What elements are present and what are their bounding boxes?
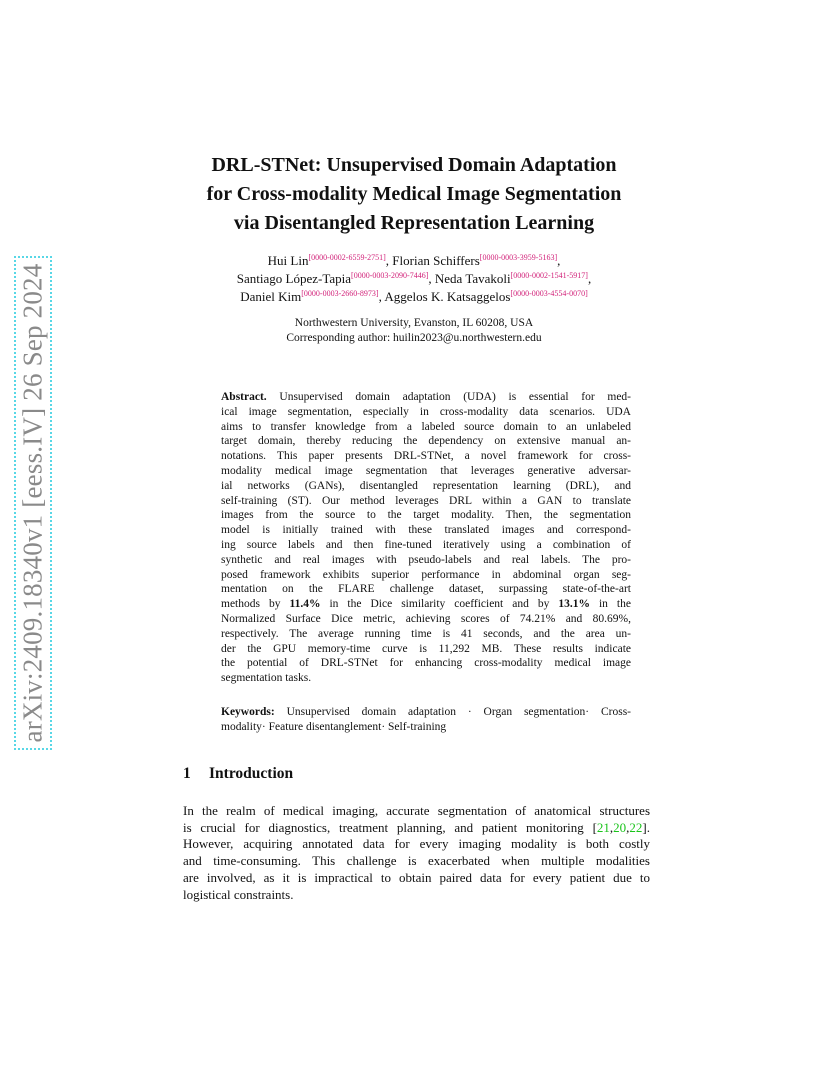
author-list [150,252,678,306]
author-name: Florian Schiffers [392,253,480,268]
abstract-line: images from the source to the target modality. Then, the segmentation [221,509,631,522]
author-name: Neda Tavakoli [434,271,511,286]
corresponding-author: Corresponding author: huilin2023@u.northwestern.edu [286,332,542,344]
title-line: for Cross-modality Medical Image Segmentation [206,183,622,205]
abstract-line: segmentation tasks. [221,672,312,685]
citation-link[interactable]: 22 [629,819,643,835]
abstract-line: respectively. The average running time is 41 seconds, and the area un- [221,627,631,640]
abstract-line: the potential of DRL-STNet for enhancing cross-modality medical image [221,657,631,670]
orcid-link[interactable]: [0000-0003-2660-8973] [301,289,379,298]
affiliation-block [150,316,678,346]
abstract-line: target domain, thereby reducing the dependency on extensive manual an- [221,435,631,448]
abstract-line: mentation on the FLARE challenge dataset, surpassing state-of-the-art [221,583,631,596]
body-line: is crucial for diagnostics, treatment planning, and patient monitoring [21,20,22]. [183,819,650,835]
abstract-line: self-training (ST). Our method leverages DRL within a GAN to translate [221,494,631,507]
abstract [221,390,631,686]
body-line: logistical constraints. [183,886,294,902]
keywords-line: modality· Feature disentanglement· Self-training [221,721,447,733]
author-name: Daniel Kim [240,289,302,304]
abstract-line: posed framework exhibits superior performance in abdominal organ seg- [221,568,631,581]
body-line: In the realm of medical imaging, accurate segmentation of anatomical structures [183,803,650,818]
body-line: However, acquiring annotated data for every imaging modality is both costly [183,836,650,852]
abstract-line: model is initially trained with these translated images and correspond- [221,524,631,537]
citation-link[interactable]: 21 [596,819,610,835]
orcid-link[interactable]: [0000-0003-2090-7446] [351,271,429,280]
arxiv-stamp[interactable]: arXiv:2409.18340v1 [eess.IV] 26 Sep 2024 [17,263,48,743]
body-line: are involved, as it is impractical to obtain paired data for every patient due to [183,869,650,885]
body-line: and time-consuming. This challenge is exacerbated when multiple modalities [183,853,650,869]
orcid-link[interactable]: [0000-0002-6559-2751] [308,253,386,262]
abstract-line: Abstract. Unsupervised domain adaptation (UDA) is essential for med- [221,391,632,403]
section-body [183,803,650,903]
orcid-link[interactable]: [0000-0003-4554-0070] [510,289,588,298]
abstract-line: notations. This paper presents DRL-STNet, a novel framework for cross- [221,450,631,463]
abstract-label: Abstract. [221,391,267,403]
dice-improvement: 11.4% [289,598,321,611]
abstract-line: ial networks (GANs), disentangled representation learning (DRL), and [221,479,631,492]
section-heading [183,764,293,784]
abstract-line: der the GPU memory-time curve is 11,292 MB. These results indicate [221,642,631,655]
orcid-link[interactable]: [0000-0002-1541-5917] [510,271,588,280]
author-name: Santiago López-Tapia [236,271,352,286]
author-name: Aggelos K. Katsaggelos [384,289,511,304]
paper-title [160,151,668,238]
affiliation: Northwestern University, Evanston, IL 60208, USA [294,317,534,329]
abstract-line: Normalized Surface Dice metric, achieving scores of 74.21% and 80.69%, [221,612,631,625]
citation-link[interactable]: 20 [613,819,627,835]
nsd-improvement: 13.1% [558,598,590,611]
abstract-line: ical image segmentation, especially in cross-modality data scenarios. UDA [221,405,631,418]
author-line: Daniel Kim[0000-0003-2660-8973], Aggelos K. Katsaggelos[0000-0003-4554-0070] [240,289,588,304]
keywords-label: Keywords: [221,706,275,718]
section-number: 1 [183,765,191,782]
abstract-line: aims to transfer knowledge from a labeled source domain to an unlabeled [221,420,631,433]
title-line: via Disentangled Representation Learning [233,212,595,234]
abstract-line: methods by 11.4% in the Dice similarity coefficient and by 13.1% in the [221,598,631,611]
author-line: Santiago López-Tapia[0000-0003-2090-7446], Neda Tavakoli[0000-0002-1541-5917], [236,271,592,286]
abstract-line: ing source labels and then fine-tuned iteratively using a combination of [221,538,631,551]
abstract-line: synthetic and real images with pseudo-labels and real labels. The pro- [221,553,631,566]
abstract-line: modality medical image segmentation that leverages generative adversar- [221,464,631,477]
author-name: Hui Lin [267,253,309,268]
keywords [221,705,631,735]
author-line: Hui Lin[0000-0002-6559-2751], Florian Schiffers[0000-0003-3959-5163], [267,253,561,268]
keywords-line: Keywords: Unsupervised domain adaptation · Organ segmentation· Cross- [221,706,632,718]
orcid-link[interactable]: [0000-0003-3959-5163] [479,253,558,262]
title-line: DRL-STNet: Unsupervised Domain Adaptation [211,154,617,176]
section-title: Introduction [209,765,294,782]
